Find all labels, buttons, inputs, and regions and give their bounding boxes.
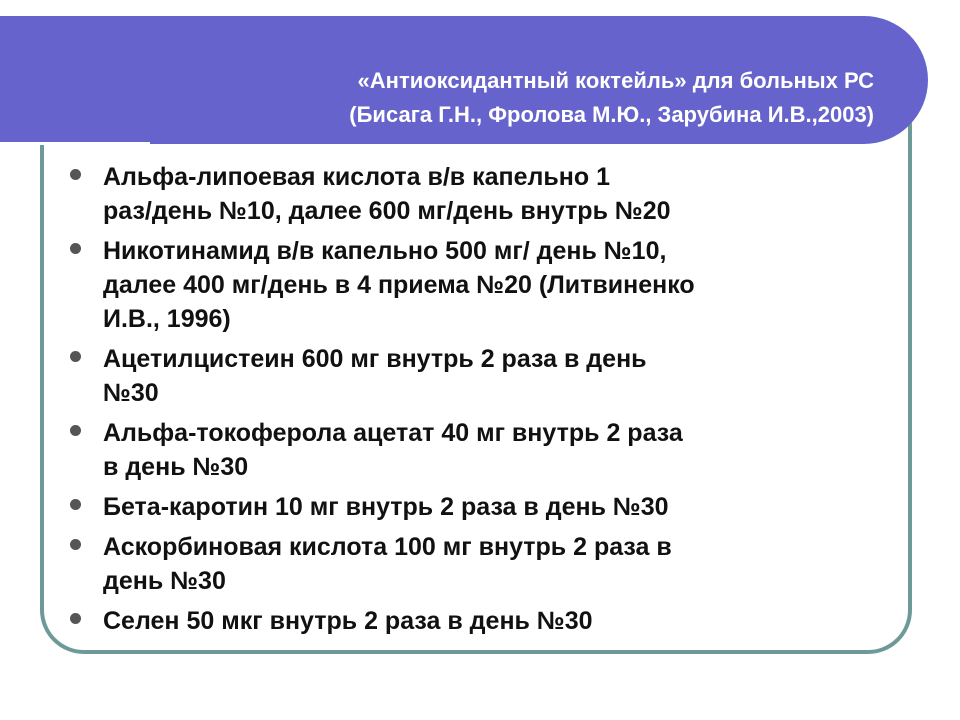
list-item-text xyxy=(103,342,647,410)
list-item-line: Ацетилцистеин 600 мг внутрь 2 раза в день xyxy=(103,345,647,373)
list-item xyxy=(70,160,860,228)
bullet-icon xyxy=(70,169,81,180)
bullet-icon xyxy=(70,425,81,436)
slide-title-line1: «Антиоксидантный коктейль» для больных РС xyxy=(357,68,874,93)
list-item-line: раз/день №10, далее 600 мг/день внутрь №20 xyxy=(103,197,671,225)
list-item xyxy=(70,530,860,598)
list-item-text xyxy=(103,530,672,598)
bullet-icon xyxy=(70,613,81,624)
list-item-text xyxy=(103,604,593,638)
list-item-text xyxy=(103,234,695,336)
list-item-text xyxy=(103,160,671,228)
slide-title-line2: (Бисага Г.Н., Фролова М.Ю., Зарубина И.В.,2003) xyxy=(349,102,874,127)
list-item-line: Альфа-липоевая кислота в/в капельно 1 xyxy=(103,163,611,191)
title-underline xyxy=(0,142,150,145)
list-item-line: Никотинамид в/в капельно 500 мг/ день №10, xyxy=(103,237,667,265)
list-item xyxy=(70,604,860,638)
list-item-line: №30 xyxy=(103,379,159,407)
list-item xyxy=(70,416,860,484)
list-item-line: день №30 xyxy=(103,567,226,595)
list-item-line: далее 400 мг/день в 4 приема №20 (Литвиненко xyxy=(103,271,695,299)
list-item xyxy=(70,234,860,336)
bullet-icon xyxy=(70,243,81,254)
list-item-line: в день №30 xyxy=(103,453,249,481)
list-item-line: Селен 50 мкг внутрь 2 раза в день №30 xyxy=(103,607,593,635)
bullet-icon xyxy=(70,499,81,510)
list-item-text xyxy=(103,416,683,484)
list-item-line: И.В., 1996) xyxy=(103,305,231,333)
bullet-icon xyxy=(70,539,81,550)
list-item-line: Альфа-токоферола ацетат 40 мг внутрь 2 раза xyxy=(103,419,683,447)
bullet-icon xyxy=(70,351,81,362)
list-item xyxy=(70,342,860,410)
list-item xyxy=(70,490,860,524)
list-item-line: Аскорбиновая кислота 100 мг внутрь 2 раза в xyxy=(103,533,672,561)
list-item-line: Бета-каротин 10 мг внутрь 2 раза в день №30 xyxy=(103,493,669,521)
list-item-text xyxy=(103,490,669,524)
slide-title xyxy=(349,64,874,132)
bullet-list xyxy=(70,160,860,644)
